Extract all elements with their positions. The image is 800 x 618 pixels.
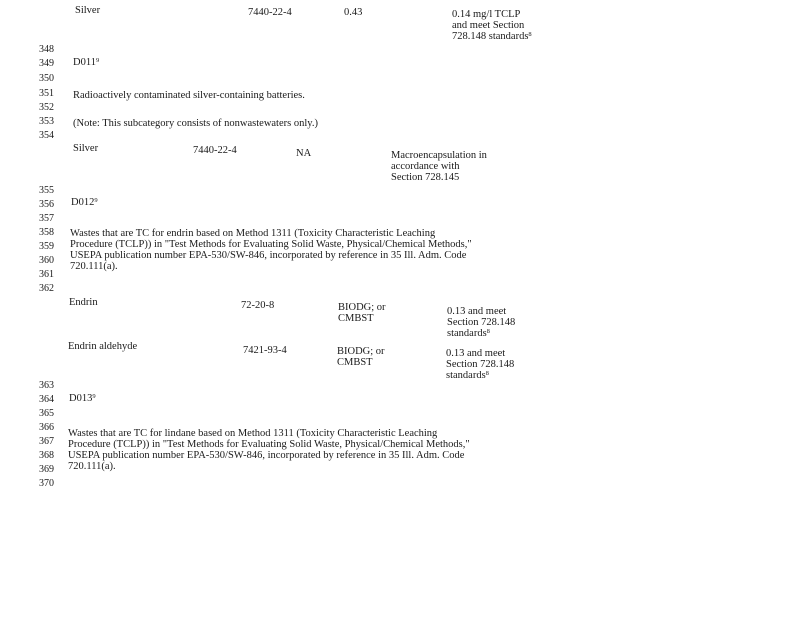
- nonwastewater-line: Section 728.148: [446, 359, 515, 370]
- waste-description: Radioactively contaminated silver-containing batteries.: [73, 90, 305, 101]
- description-line: USEPA publication number EPA-530/SW-846, incorporated by reference in 35 Ill. Adm. Code: [68, 450, 465, 461]
- line-number: 358: [39, 227, 54, 238]
- nonwastewater-standard: [447, 306, 515, 339]
- nonwastewater-standard: [446, 348, 514, 381]
- description-line: 720.111(a).: [68, 461, 116, 472]
- nonwastewater-standard: [391, 150, 487, 183]
- footnote-marker: 9: [92, 393, 96, 400]
- line-number: 362: [39, 283, 54, 294]
- waste-code-label: D012: [71, 197, 95, 208]
- description-line: Procedure (TCLP)) in "Test Methods for Evaluating Solid Waste, Physical/Chemical Methods,": [70, 239, 472, 250]
- footnote-marker: 8: [528, 31, 532, 38]
- wastewater-line: BIODG; or: [337, 346, 385, 357]
- line-number: 359: [39, 241, 54, 252]
- footnote-marker: 8: [486, 328, 490, 335]
- wastewater-standard: NA: [296, 148, 312, 159]
- nonwastewater-line: Section 728.148: [447, 317, 516, 328]
- line-number: 370: [39, 478, 54, 489]
- line-number: 354: [39, 130, 54, 141]
- waste-code-d013: [69, 394, 96, 405]
- waste-code-d012: [71, 198, 98, 209]
- footnote-marker: 9: [95, 57, 100, 64]
- nonwastewater-line: Section 728.145: [391, 172, 460, 183]
- line-number: 364: [39, 394, 54, 405]
- footnote-marker: 9: [94, 197, 98, 204]
- wastewater-line: BIODG; or: [338, 302, 386, 313]
- line-number: 355: [39, 185, 54, 196]
- wastewater-standard: [337, 346, 385, 368]
- line-number: 369: [39, 464, 54, 475]
- wastewater-standard: 0.43: [344, 7, 363, 18]
- nonwastewater-line: 0.14 mg/l TCLP: [452, 9, 521, 20]
- cas-number: 7440-22-4: [248, 7, 292, 18]
- line-number: 363: [39, 380, 54, 391]
- nonwastewater-line: 728.148 standards: [452, 31, 529, 42]
- line-number: 352: [39, 102, 54, 113]
- waste-description: [70, 228, 472, 272]
- line-number: 350: [39, 73, 54, 84]
- wastewater-line: CMBST: [337, 357, 373, 368]
- nonwastewater-line: 0.13 and meet: [446, 348, 506, 359]
- line-number: 366: [39, 422, 54, 433]
- cas-number: 72-20-8: [241, 300, 275, 311]
- line-number: 351: [39, 88, 54, 99]
- line-number: 365: [39, 408, 54, 419]
- nonwastewater-line: accordance with: [391, 161, 460, 172]
- constituent-silver: Silver: [73, 143, 99, 154]
- cas-number: 7440-22-4: [193, 145, 237, 156]
- nonwastewater-line: and meet Section: [452, 20, 525, 31]
- subcategory-note: (Note: This subcategory consists of nonwastewaters only.): [73, 118, 318, 129]
- line-number: 349: [39, 58, 54, 69]
- line-number: 368: [39, 450, 54, 461]
- line-number: 360: [39, 255, 54, 266]
- footnote-marker: 8: [485, 370, 489, 377]
- wastewater-standard: [338, 302, 386, 324]
- line-number: 348: [39, 44, 54, 55]
- line-number: 356: [39, 199, 54, 210]
- nonwastewater-line: 0.13 and meet: [447, 306, 507, 317]
- line-number: 357: [39, 213, 54, 224]
- waste-description: [68, 428, 470, 472]
- line-number: 367: [39, 436, 54, 447]
- cas-number: 7421-93-4: [243, 345, 287, 356]
- wastewater-line: CMBST: [338, 313, 374, 324]
- nonwastewater-line: standards: [447, 328, 487, 339]
- waste-code-label: D013: [69, 393, 93, 404]
- nonwastewater-line: Macroencapsulation in: [391, 150, 487, 161]
- description-line: USEPA publication number EPA-530/SW-846, incorporated by reference in 35 Ill. Adm. Code: [70, 250, 467, 261]
- line-number: 353: [39, 116, 54, 127]
- constituent-endrin-aldehyde: Endrin aldehyde: [68, 341, 138, 352]
- description-line: Wastes that are TC for lindane based on Method 1311 (Toxicity Characteristic Leaching: [68, 428, 438, 439]
- waste-code-label: D011: [73, 57, 96, 68]
- constituent-silver: Silver: [75, 5, 101, 16]
- waste-code-d011: [73, 58, 99, 69]
- description-line: Procedure (TCLP)) in "Test Methods for Evaluating Solid Waste, Physical/Chemical Methods,": [68, 439, 470, 450]
- nonwastewater-line: standards: [446, 370, 486, 381]
- line-number: 361: [39, 269, 54, 280]
- nonwastewater-standard: [452, 9, 532, 42]
- constituent-endrin: Endrin: [69, 297, 98, 308]
- description-line: Wastes that are TC for endrin based on Method 1311 (Toxicity Characteristic Leaching: [70, 228, 436, 239]
- description-line: 720.111(a).: [70, 261, 118, 272]
